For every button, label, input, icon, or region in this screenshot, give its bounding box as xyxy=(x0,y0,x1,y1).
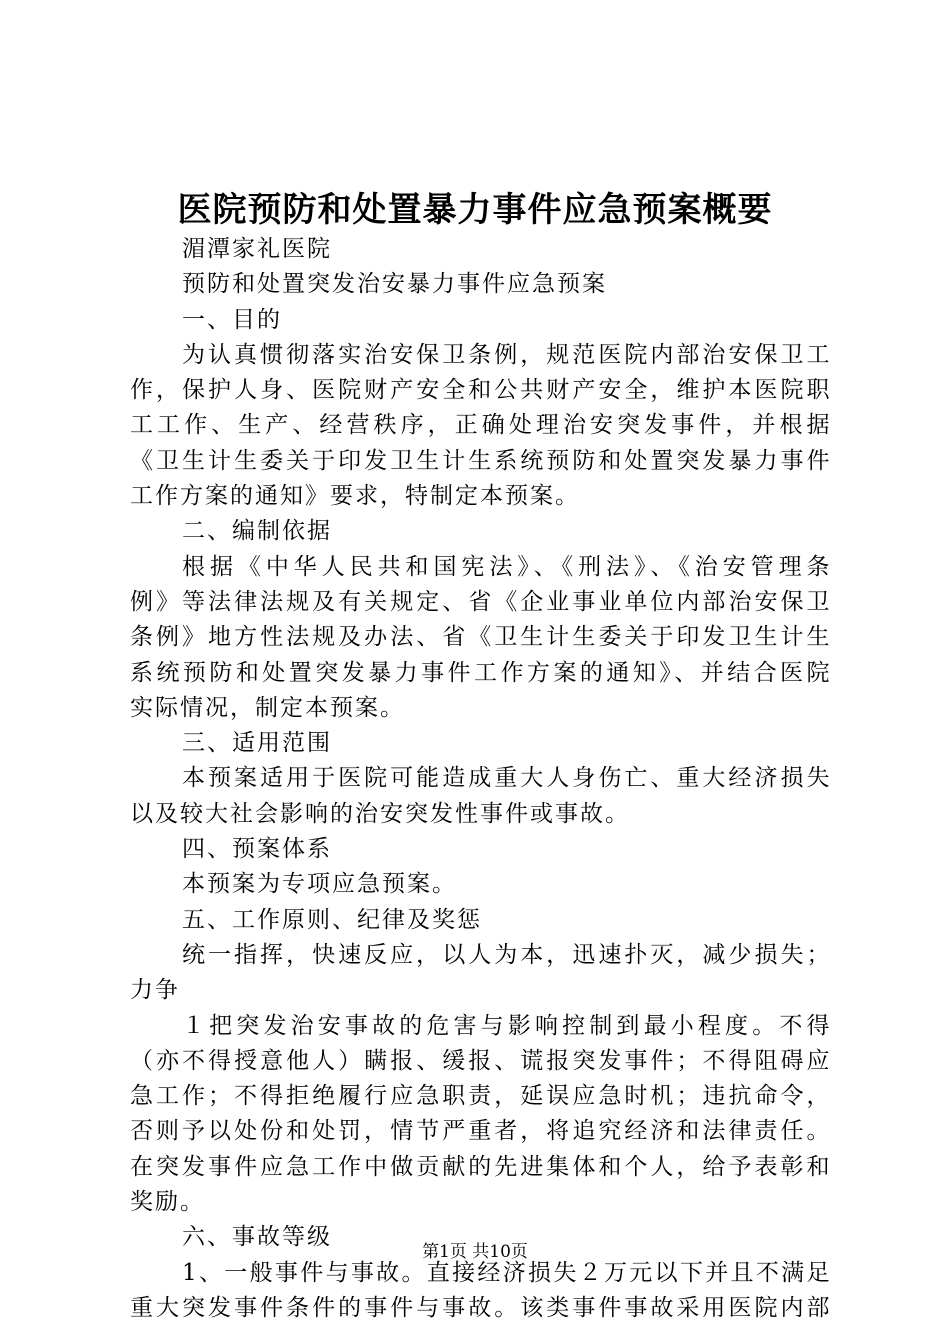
document-body xyxy=(130,232,830,1326)
body-line: 统一指挥，快速反应，以人为本，迅速扑灭，减少损失； xyxy=(182,941,830,968)
body-line: 为认真惯彻落实治安保卫条例，规范医院内部治安保卫工 xyxy=(182,341,830,368)
body-line: 作，保护人身、医院财产安全和公共财产安全，维护本医院职 xyxy=(130,377,830,404)
body-line: 工作方案的通知》要求，特制定本预案。 xyxy=(130,483,580,510)
body-line: 预防和处置突发治安暴力事件应急预案 xyxy=(182,271,607,298)
page-footer: 第1页 共10页 xyxy=(422,1242,528,1262)
body-line: 《卫生计生委关于印发卫生计生系统预防和处置突发暴力事件 xyxy=(130,447,830,474)
body-line: 工工作、生产、经营秩序，正确处理治安突发事件，并根据 xyxy=(130,412,830,439)
body-line: 否则予以处份和处罚，情节严重者，将追究经济和法律责任。 xyxy=(130,1118,830,1145)
body-line: 湄潭家礼医院 xyxy=(182,236,332,262)
body-line: 二、编制依据 xyxy=(182,518,332,545)
body-line: 五、工作原则、纪律及奖惩 xyxy=(182,906,482,933)
body-line: 例》等法律法规及有关规定、省《企业事业单位内部治安保卫 xyxy=(130,588,830,615)
body-line: 根据《中华人民共和国宪法》、《刑法》、《治安管理条 xyxy=(182,553,830,580)
body-line: 条例》地方性法规及办法、省《卫生计生委关于印发卫生计生 xyxy=(130,624,830,651)
body-line: 四、预案体系 xyxy=(182,836,332,863)
body-line: 重大突发事件条件的事件与事故。该类事件事故采用医院内部 xyxy=(130,1294,830,1321)
body-line: 力争 xyxy=(130,977,180,1004)
body-line: 本预案为专项应急预案。 xyxy=(182,871,457,898)
body-line: 实际情况，制定本预案。 xyxy=(130,694,405,721)
body-line: 在突发事件应急工作中做贡献的先进集体和个人，给予表彰和 xyxy=(130,1153,830,1180)
body-line: 一、目的 xyxy=(182,306,282,333)
body-line: １把突发治安事故的危害与影响控制到最小程度。不得 xyxy=(182,1012,830,1039)
body-line: 奖励。 xyxy=(130,1189,205,1216)
body-line: 本预案适用于医院可能造成重大人身伤亡、重大经济损失 xyxy=(182,765,830,792)
body-line: 六、事故等级 xyxy=(182,1224,332,1251)
body-line: 三、适用范围 xyxy=(182,730,332,757)
document-title: 医院预防和处置暴力事件应急预案概要 xyxy=(177,190,773,230)
body-line: 1、一般事件与事故。直接经济损失２万元以下并且不满足 xyxy=(182,1259,830,1286)
body-line: 系统预防和处置突发暴力事件工作方案的通知》、并结合医院 xyxy=(130,659,830,686)
body-line: 以及较大社会影响的治安突发性事件或事故。 xyxy=(130,800,630,827)
body-line: 急工作；不得拒绝履行应急职责，延误应急时机；违抗命令， xyxy=(130,1083,830,1110)
body-line: （亦不得授意他人）瞒报、缓报、谎报突发事件；不得阻碍应 xyxy=(130,1047,830,1074)
